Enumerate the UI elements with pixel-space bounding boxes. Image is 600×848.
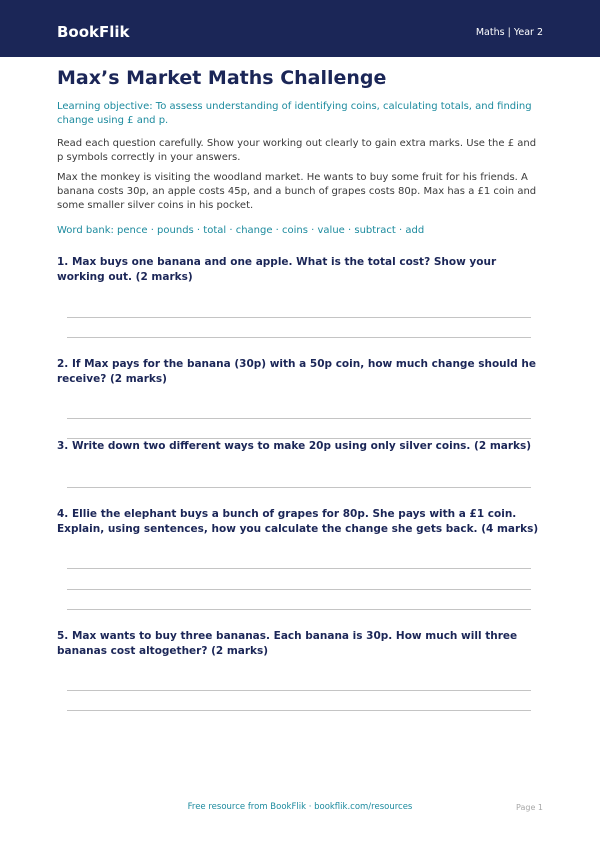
answer-line[interactable] [67, 690, 531, 691]
footer-resource-link[interactable]: Free resource from BookFlik · bookflik.com/resources [187, 802, 413, 812]
header-bar [0, 0, 600, 57]
answer-line[interactable] [67, 337, 531, 338]
answer-line[interactable] [67, 487, 531, 488]
answer-line[interactable] [67, 317, 531, 318]
subject-year-label: Maths | Year 2 [475, 27, 543, 38]
answer-line[interactable] [67, 710, 531, 711]
answer-line[interactable] [67, 609, 531, 610]
learning-objective: Learning objective: To assess understanding of identifying coins, calculating totals, and finding change using £ and p. [57, 101, 532, 126]
story-text: Max the monkey is visiting the woodland market. He wants to buy some fruit for his friends. A banana costs 30p, an apple costs 45p, and a bunch of grapes costs 80p. Max has a £1 coin and some smaller silver coins in his pocket. [57, 172, 537, 211]
instructions-text: Read each question carefully. Show your working out clearly to gain extra marks. Use the £ and p symbols correctly in your answers. [57, 138, 537, 163]
brand-logo[interactable]: BookFlik [57, 23, 130, 41]
answer-line[interactable] [67, 418, 531, 419]
question-2: 2. If Max pays for the banana (30p) with a 50p coin, how much change should he receive? (2 marks) [57, 358, 536, 385]
question-3: 3. Write down two different ways to make 20p using only silver coins. (2 marks) [57, 440, 532, 452]
answer-line[interactable] [67, 589, 531, 590]
page-number: Page 1 [516, 803, 543, 812]
word-bank: Word bank: pence · pounds · total · change · coins · value · subtract · add [57, 225, 425, 236]
question-5: 5. Max wants to buy three bananas. Each banana is 30p. How much will three bananas cost altogether? (2 marks) [57, 630, 518, 657]
page-title: Max’s Market Maths Challenge [57, 67, 387, 89]
question-1: 1. Max buys one banana and one apple. What is the total cost? Show your working out. (2 marks) [57, 256, 497, 283]
answer-line[interactable] [67, 568, 531, 569]
question-4: 4. Ellie the elephant buys a bunch of grapes for 80p. She pays with a £1 coin. Explain, using sentences, how you calculate the change she gets back. (4 marks) [57, 508, 539, 535]
